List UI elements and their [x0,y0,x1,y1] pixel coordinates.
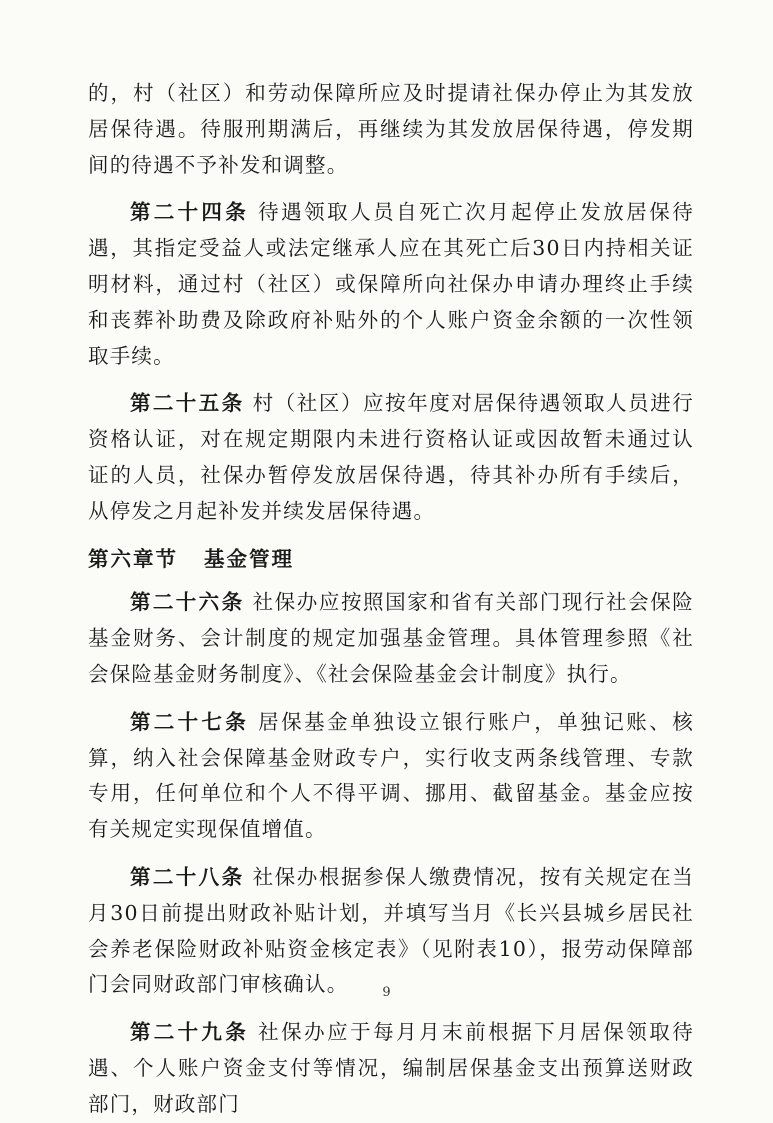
paragraph-text: 居保基金单独设立银行账户，单独记账、核算，纳入社会保障基金财政专户，实行收支两条线管理、专款专用，任何单位和个人不得平调、挪用、截留基金。基金应按有关规定实现保值增值。 [88,709,694,842]
paragraph-text: 社保办应按照国家和省有关部门现行社会保险基金财务、会计制度的规定加强基金管理。具体管理参照《社会保险基金财务制度》、《社会保险基金会计制度》执行。 [88,590,695,686]
document-body [88,76,694,1123]
article-25 [88,386,694,529]
chapter-heading [88,542,694,578]
article-29 [88,1015,694,1122]
chapter-title: 基金管理 [204,546,294,571]
article-number: 第二十四条 [130,200,250,225]
paragraph-text: 待遇领取人员自死亡次月起停止发放居保待遇，其指定受益人或法定继承人应在其死亡后30日内持相关证明材料，通过村（社区）或保障所向社保办申请办理终止手续和丧葬补助费及除政府补贴外的个人账户资金余额的一次性领取手续。 [88,200,694,368]
article-27 [88,705,694,848]
paragraph-text: 社保办应于每月月末前根据下月居保领取待遇、个人账户资金支付等情况，编制居保基金支出预算送财政部门，财政部门 [88,1020,694,1116]
article-number: 第二十七条 [130,709,250,734]
paragraph-text: 社保办根据参保人缴费情况，按有关规定在当月30日前提出财政补贴计划，并填写当月《长兴县城乡居民社会养老保险财政补贴资金核定表》（见附表10），报劳动保障部门会同财政部门审核确认。 [88,864,695,997]
paragraph-text: 村（社区）应按年度对居保待遇领取人员进行资格认证，对在规定期限内未进行资格认证或因故暂未通过认证的人员，社保办暂停发放居保待遇，待其补办所有手续后，从停发之月起补发并续发居保待遇。 [88,391,695,523]
paragraph-continued [88,76,694,183]
article-number: 第二十八条 [130,864,245,889]
article-number: 第二十六条 [130,590,245,615]
article-number: 第二十五条 [130,391,245,416]
article-24 [88,195,694,374]
chapter-number: 第六章节 [88,546,178,571]
paragraph-text: 的，村（社区）和劳动保障所应及时提请社保办停止为其发放居保待遇。待服刑期满后，再继续为其发放居保待遇，停发期间的待遇不予补发和调整。 [88,81,694,177]
article-number: 第二十九条 [130,1020,250,1045]
article-28 [88,860,694,1003]
article-26 [88,585,694,692]
page-number: 9 [382,985,391,1000]
